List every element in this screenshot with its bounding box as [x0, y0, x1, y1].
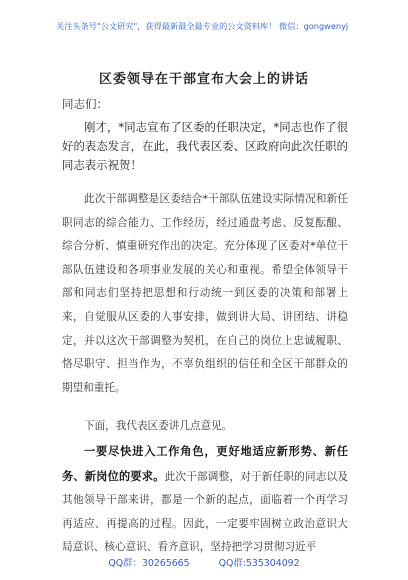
paragraph-intro-points: 下面，我代表区委讲几点意见。 [84, 420, 233, 432]
point-one-lead: 一要尽快进入工作角色，更好地适应新形势、新任务、新岗位的要求。 [62, 444, 348, 483]
promo-banner: 关注头条号"公文研究"，获得最新最全最专业的公文资料库！ 微信：gongwenyj [56, 21, 349, 31]
qq-group-1: QQ群：30265665 [108, 558, 190, 569]
salutation: 同志们： [62, 97, 108, 111]
paragraph-adjustment: 此次干部调整是区委结合*干部队伍建设实际情况和新任职同志的综合能力、工作经历，经过通盘考虑、反复酝酿、综合分析、慎重研究作出的决定。充分体现了区委对*单位干部队伍建设和各项事业发展的关心和重视。希望全体领导干部和同志们坚持把思想和行动统一到区委的决策和部署上来，自觉服从区委的人事安排，做到讲大局、讲团结、讲稳定，并以这次干部调整为契机，在自己的岗位上忠诚履职、恪尽职守、担当作为，不辜负组织的信任和全区干部群众的期望和重托。 [62, 193, 348, 394]
paragraph-point-one [62, 440, 348, 560]
paragraph-congratulation: 刚才，*同志宣布了区委的任职决定，*同志也作了很好的表态发言，在此，我代表区委、区政府向此次任职的同志表示祝贺！ [62, 120, 348, 172]
footer-qq-groups [0, 555, 408, 569]
document-title: 区委领导在干部宣布大会上的讲话 [98, 72, 309, 87]
point-one-body: 此次干部调整，对于新任职的同志以及其他领导干部来讲，都是一个新的起点，面临着一个再学习再适应、再提高的过程。因此，一定要牢固树立政治意识大局意识、核心意识、看齐意识，坚持把学习贯彻习近平 [62, 470, 348, 554]
qq-group-2: QQ群:535304092 [218, 558, 300, 569]
